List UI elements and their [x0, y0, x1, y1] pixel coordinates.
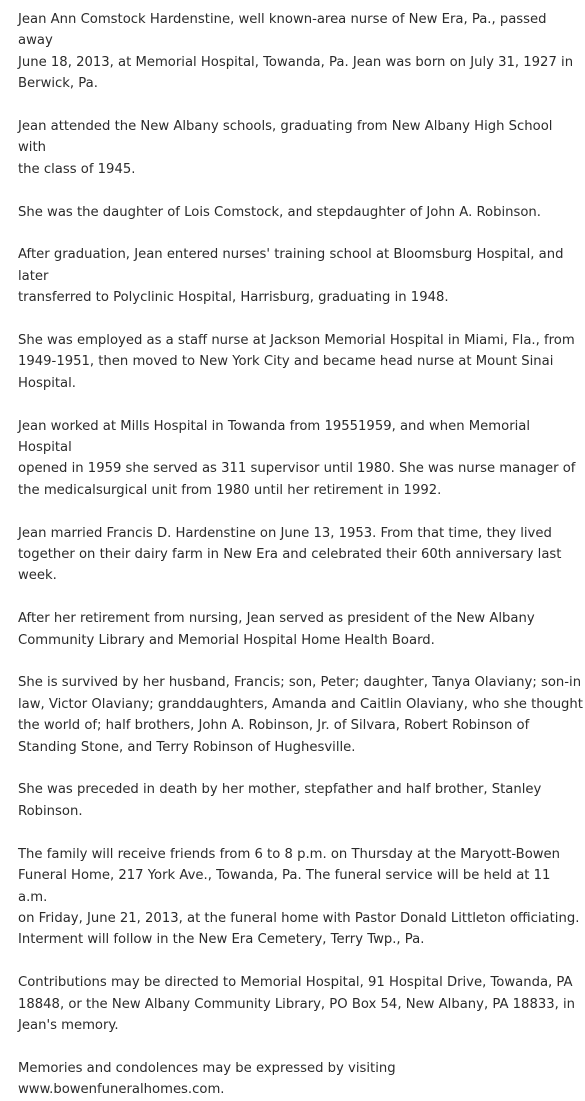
- paragraph-death-notice: Jean Ann Comstock Hardenstine, well known-area nurse of New Era, Pa., passed away June 18, 2013, at Memorial Hospital, Towanda, Pa. Jean was born on July 31, 1927 in Berwick, Pa.: [18, 12, 574, 92]
- paragraph-early-career: She was employed as a staff nurse at Jackson Memorial Hospital in Miami, Fla., from 1949-1951, then moved to New York City and became head nurse at Mount Sinai Hospital.: [18, 333, 575, 391]
- paragraph-survivors: She is survived by her husband, Francis; son, Peter; daughter, Tanya Olaviany; son-in law, Victor Olaviany; granddaughters, Amanda and Caitlin Olaviany, who she thought the world of; half brothers, John A. Robinson, Jr. of Silvara, Robert Robinson of Standing Stone, and Terry Robinson of Hughesville.: [18, 675, 583, 755]
- paragraph-retirement: After her retirement from nursing, Jean served as president of the New Albany Community Library and Memorial Hospital Home Health Board.: [18, 611, 535, 648]
- paragraph-towanda-career: Jean worked at Mills Hospital in Towanda from 19551959, and when Memorial Hospital opened in 1959 she served as 311 supervisor until 1980. She was nurse manager of the medicalsurgical unit from 1980 until her retirement in 1992.: [18, 418, 576, 498]
- paragraph-condolences: Memories and condolences may be expressed by visiting www.bowenfuneralhomes.com.: [18, 1060, 396, 1098]
- obituary-text: [18, 9, 583, 1101]
- paragraph-education: Jean attended the New Albany schools, graduating from New Albany High School with the class of 1945.: [18, 119, 553, 177]
- paragraph-marriage: Jean married Francis D. Hardenstine on June 13, 1953. From that time, they lived together on their dairy farm in New Era and celebrated their 60th anniversary last week.: [18, 525, 562, 584]
- paragraph-parents: She was the daughter of Lois Comstock, and stepdaughter of John A. Robinson.: [18, 204, 541, 220]
- paragraph-services: The family will receive friends from 6 to 8 p.m. on Thursday at the Maryott-Bowen Funeral Home, 217 York Ave., Towanda, Pa. The funeral service will be held at 11 a.m. on Friday, June 21, 2013, at the funeral home with Pastor Donald Littleton officiating. Interment will follow in the New Era Cemetery, Terry Twp., Pa.: [18, 846, 580, 948]
- paragraph-contributions: Contributions may be directed to Memorial Hospital, 91 Hospital Drive, Towanda, PA 18848, or the New Albany Community Library, PO Box 54, New Albany, PA 18833, in Jean's memory.: [18, 975, 576, 1033]
- paragraph-preceded: She was preceded in death by her mother, stepfather and half brother, Stanley Robinson.: [18, 782, 542, 819]
- paragraph-nursing-school: After graduation, Jean entered nurses' training school at Bloomsburg Hospital, and later transferred to Polyclinic Hospital, Harrisburg, graduating in 1948.: [18, 247, 564, 306]
